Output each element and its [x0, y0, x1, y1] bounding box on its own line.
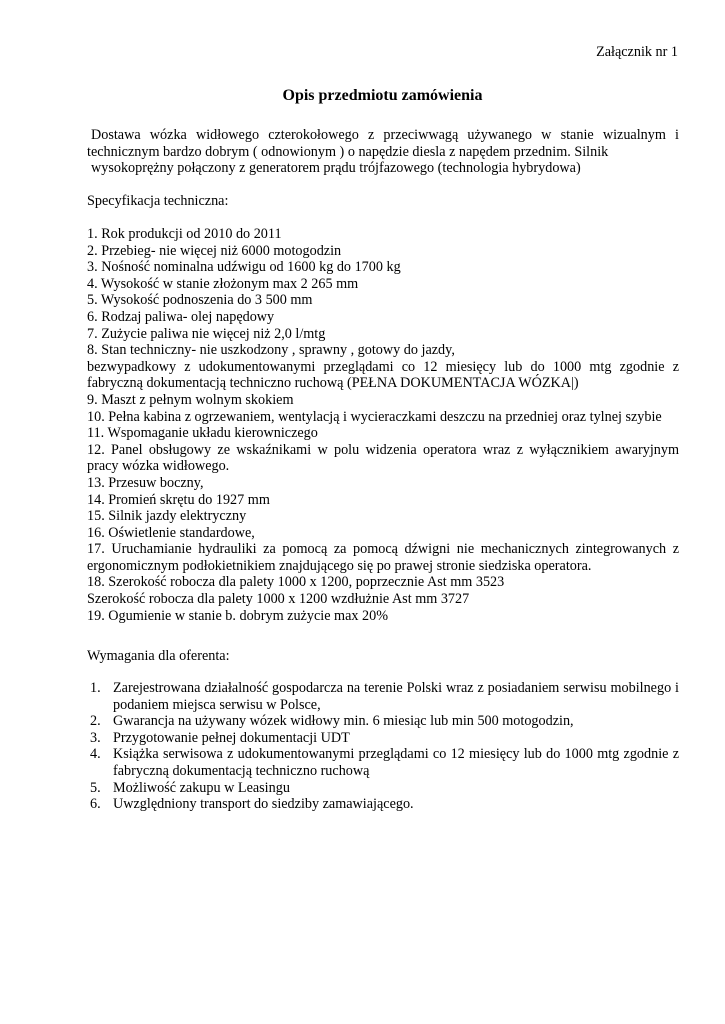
intro-text-main: Dostawa wózka widłowego czterokołowego z przeciwwagą używanego w stanie wizualnym i technicznym bardzo dobrym ( odnowionym ) o napędzie diesla z napędem przednim. Silnik	[87, 127, 679, 160]
requirement-number: 2.	[90, 713, 101, 730]
spec-item-cabin: 10. Pełna kabina z ogrzewaniem, wentylacją i wycieraczkami deszczu na przedniej oraz tylnej szybie	[87, 408, 662, 425]
spec-item-control-panel: 12. Panel obsługowy ze wskaźnikami w polu widzenia operatora wraz z wyłącznikiem awaryjnym pracy wózka widłowego.	[87, 441, 679, 475]
requirement-item	[87, 746, 679, 779]
requirement-item	[87, 730, 679, 747]
spec-item-drive-motor: 15. Silnik jazdy elektryczny	[87, 508, 247, 525]
page-title: Opis przedmiotu zamówienia	[282, 87, 483, 104]
spec-item-fuel-consumption: 7. Zużycie paliwa nie więcej niż 2,0 l/mtg	[87, 325, 326, 342]
requirement-number: 6.	[90, 796, 101, 813]
requirement-item	[87, 680, 679, 713]
requirement-number: 3.	[90, 729, 101, 746]
spec-item-side-shift: 13. Przesuw boczny,	[87, 474, 204, 491]
requirement-item	[87, 713, 679, 730]
requirements-list	[87, 680, 679, 813]
spec-item-mast: 9. Maszt z pełnym wolnym skokiem	[87, 391, 294, 408]
attachment-label: Załącznik nr 1	[596, 44, 678, 60]
requirement-number: 5.	[90, 779, 101, 796]
requirements-heading: Wymagania dla oferenta:	[87, 648, 230, 664]
spec-item-lighting: 16. Oświetlenie standardowe,	[87, 524, 255, 541]
spec-item-fuel-type: 6. Rodzaj paliwa- olej napędowy	[87, 308, 275, 325]
requirement-text: Książka serwisowa z udokumentowanymi przeglądami co 12 miesięcy lub do 1000 mtg zgodnie z fabryczną dokumentacją techniczno ruchową	[113, 746, 679, 779]
requirement-text: Możliwość zakupu w Leasingu	[113, 779, 290, 796]
spec-item-production-year: 1. Rok produkcji od 2010 do 2011	[87, 226, 282, 242]
intro-paragraph	[87, 127, 679, 177]
spec-heading: Specyfikacja techniczna:	[87, 193, 229, 209]
spec-item-aisle-width-long: Szerokość robocza dla palety 1000 x 1200 wzdłużnie Ast mm 3727	[87, 591, 470, 608]
requirement-text: Uwzględniony transport do siedziby zamawiającego.	[113, 796, 414, 813]
requirement-text: Zarejestrowana działalność gospodarcza na terenie Polski wraz z posiadaniem serwisu mobilnego i podaniem miejsca serwisu w Polsce,	[113, 680, 679, 713]
requirement-item	[87, 796, 679, 813]
spec-item-collapsed-height: 4. Wysokość w stanie złożonym max 2 265 mm	[87, 275, 359, 292]
requirement-number: 1.	[90, 680, 101, 696]
intro-text-end: wysokoprężny połączony z generatorem prądu trójfazowego (technologia hybrydowa)	[91, 160, 581, 177]
spec-item-condition: 8. Stan techniczny- nie uszkodzony , sprawny , gotowy do jazdy,	[87, 342, 455, 359]
requirement-number: 4.	[90, 746, 101, 763]
spec-item-lift-height: 5. Wysokość podnoszenia do 3 500 mm	[87, 292, 313, 309]
spec-item-condition-detail: bezwypadkowy z udokumentowanymi przeglądami co 12 miesięcy lub do 1000 mtg zgodnie z fabryczną dokumentacją techniczno ruchową (PEŁNA DOKUMENTACJA WÓZKA|)	[87, 358, 679, 392]
requirement-item	[87, 780, 679, 797]
requirement-text: Gwarancja na używany wózek widłowy min. 6 miesiąc lub min 500 motogodzin,	[113, 713, 574, 730]
spec-item-tires: 19. Ogumienie w stanie b. dobrym zużycie max 20%	[87, 607, 389, 624]
spec-item-steering: 11. Wspomaganie układu kierowniczego	[87, 425, 318, 442]
spec-item-aisle-width-cross: 18. Szerokość robocza dla palety 1000 x 1200, poprzecznie Ast mm 3523	[87, 574, 505, 591]
requirement-text: Przygotowanie pełnej dokumentacji UDT	[113, 729, 350, 746]
spec-item-capacity: 3. Nośność nominalna udźwigu od 1600 kg do 1700 kg	[87, 259, 401, 276]
spec-list	[87, 226, 679, 624]
spec-item-hydraulics: 17. Uruchamianie hydrauliki za pomocą za pomocą dźwigni nie mechanicznych zintegrowanych z ergonomicznym podłokietnikiem znajdującego się po prawej stronie siedziska operatora.	[87, 541, 679, 574]
spec-item-hours: 2. Przebieg- nie więcej niż 6000 motogodzin	[87, 242, 342, 259]
spec-item-turn-radius: 14. Promień skrętu do 1927 mm	[87, 491, 270, 508]
